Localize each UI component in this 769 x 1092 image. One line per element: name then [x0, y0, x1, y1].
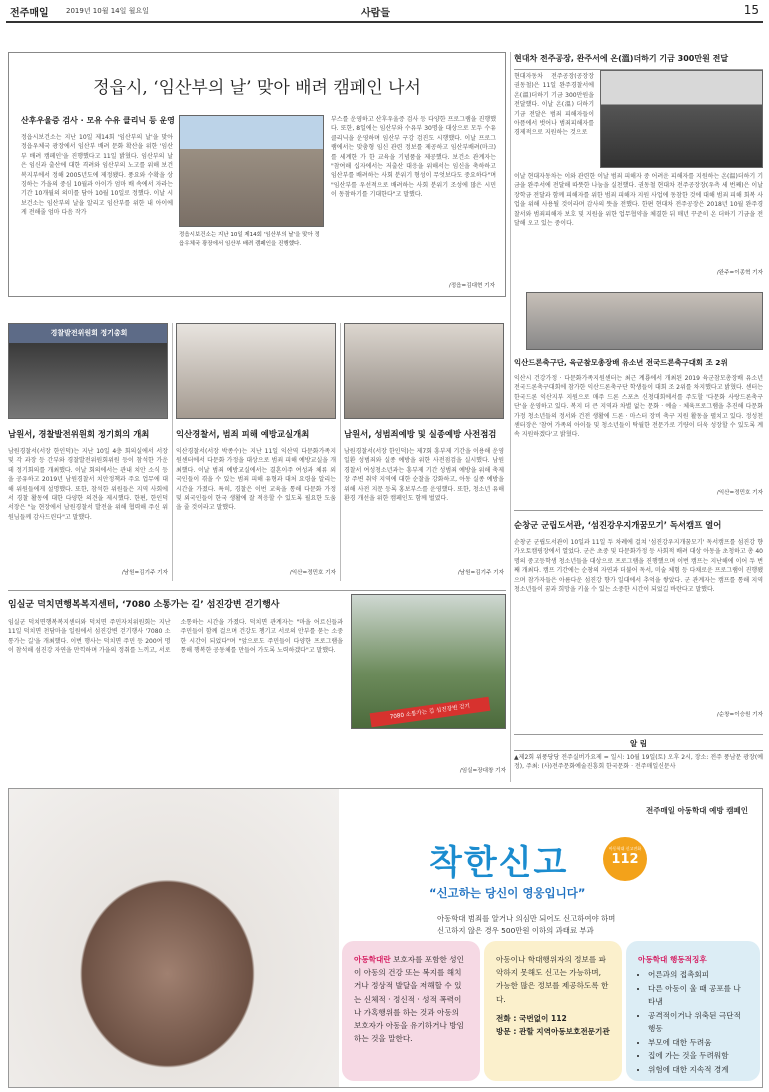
ad-card3-title: 아동학대 행동적징후 [638, 955, 707, 964]
ad-badge [603, 837, 647, 881]
lead-photo-caption: 정읍시보건소는 지난 10일 제14회 '임산부의 날'을 맞아 정읍우체국 광장에서 임산부 배려 캠페인을 진행했다. [179, 232, 320, 247]
col-a-byline: /남원=김기주 기자 [121, 570, 168, 576]
page-number: 15 [743, 3, 759, 17]
col-c-byline: /남원=김기주 기자 [457, 570, 504, 576]
lead-photo [179, 115, 324, 227]
right2-text: 익산시 건강가정 · 다문화가족지원센터는 최근 계룡에서 개최된 2019 육군참모총장배 유소년 전국드론축구대회에 참가한 익산드론축구단 학생들이 대회 조 2위를 차지했다고 밝혔다. 센터는 한국드론 익산지부 지원으로 매주 드론 스포츠 신청대회에서를 주도할 '다문화 사랑드론축구단'을 운영하고 있다. 복지 더 큰 지역과 차별 없는 문화 · 예술 · 체육프로그램을 추진해 다문화 가정 청소년들의 정서와 건전 생활에 드론 · 마스터 장비 축구 지원 활동을 펼치고 있다. 정성천 센터장은 '참여 가족의 아이들 및 청소년들이 탁월한 전문가로 기량이 더욱 성장할 수 있도록 계속 지원하겠다'고 밝혔다. [514, 375, 763, 439]
col-c-text: 남원경찰서(서장 한인덕)는 제7회 흥부제 기간을 이용해 운영 일환 성범죄와 실종 예방을 위한 사전점검을 실시했다. 남원경찰서 여성청소년과는 흥부제 기간 성범죄 예방을 위해 축제장 주변 취약 지역에 대한 순찰을 강화하고, 아동 실종 예방을 위해 사전 지문 등록 홍보부스를 운영했다. 또한, 청소년 유해환경 개선을 위한 캠페인도 함께 벌였다. [344, 448, 504, 503]
ad-card1-body: 보호자를 포함한 성인이 아동의 건강 또는 복지를 해치거나 정상적 발달을 저해할 수 있는 신체적 · 정신적 · 성적 폭력이나 가혹행위를 하는 것과 아동의 보호자가 아동을 유기하거나 방임하는 것을 말한다. [354, 955, 464, 1044]
notice-box [514, 734, 763, 778]
col-b-text: 익산경찰서(서장 박종수)는 지난 11일 익산역 다문화가족지원센터에서 다문화 가정을 대상으로 범죄 피해 예방교실을 개최했다. 이날 범죄 예방교실에서는 결혼이주 여성과 체류 외국인들이 겪을 수 있는 범죄 피해 유형과 대처 요령을 알리는 시간을 가졌다. 특히, 경찰은 이번 교육을 통해 다문화 가정 및 외국인들이 한국 생활에 잘 적응할 수 있도록 필요한 도움을 줄 것이라고 말했다. [176, 448, 336, 512]
right2-photo [526, 292, 763, 350]
wide-article [8, 590, 506, 780]
right2-title: 익산드론축구단, 육군참모총장배 유소년 전국드론축구대회 조 2위 [514, 358, 728, 367]
ad-card1-highlight: 아동학대란 [354, 955, 391, 964]
ad-card-signs [626, 941, 760, 1081]
list-item: • 집에 가는 것을 두려워함 [648, 1049, 748, 1063]
ad-card2-body: 아동이나 학대행위자의 정보를 파악하지 못해도 신고는 가능하며, 가능한 많은 정보를 제공하도록 한다. [496, 955, 609, 1004]
issue-date: 2019년 10월 14일 월요일 [66, 7, 149, 15]
col-a-banner: 경찰발전위원회 정기총회 [50, 329, 128, 337]
list-item: • 부모에 대한 두려움 [648, 1036, 748, 1050]
col-c-article [344, 323, 504, 581]
right1-byline: /완주=이종혁 기자 [716, 270, 763, 276]
section-title: 사람들 [361, 8, 390, 19]
right2-byline: /익산=정민호 기자 [716, 490, 763, 496]
wide-title: 임실군 덕치면행복복지센터, ‘7080 소통가는 길’ 섬진강변 걷기행사 [8, 600, 280, 610]
right1-title: 현대차 전주공장, 완주서에 온(溫)더하기 기금 300만원 전달 [514, 54, 729, 63]
lead-col2: 부스를 운영하고 산후우울증 검사 등 다양한 프로그램을 진행했다. 또한, 8일에는 임산부와 수유부 30명을 대상으로 모두 수유 클리닉을 운영하며 임산부 구강 검진도 시행했다. 이날 프로그램에서는 맞춤형 임신 관련 정보를 제공하고 임산부배려(마크)를 세계한 가 한 교육을 기념품을 제공했다. 보건소 관계자는 "참여해 십자에서는 저출산 대응을 위해서는 임신을 축하하고 임산부를 배려하는 사회 분위기 형성이 무엇보다도 중요하다"며 "임산부를 우선적으로 배려하는 사회 분위기 조성에 많은 시민이 동참하기를 기대한다"고 말했다. [331, 116, 496, 199]
lead-col1: 정읍시보건소는 지난 10일 제14회 '임산부의 날'을 맞아 정읍우체국 광장에서 임산부 배려 문화 확산을 위한 '임산부 배려 캠페인'을 진행했다고 11일 밝혔다. 임산부의 날은 임신과 출산에 대한 격려와 임산부의 노고를 위해 보건복지부에서 정해 2005년도에 제정됐다. 풍요와 수확을 상징하는 가을의 중심 10월과 아이가 엄마 배 속에서 자라는 기간 10개월의 의미를 담아 10월 10일로 정했다. 이날 시보건소는 임산부의 날을 알리고 임산부를 위한 내 아이에게 전해줄 엄마 다음 작가 [21, 134, 173, 217]
ad-badge-small: 아동학대 신고전화 [608, 846, 642, 851]
ad-desc-2: 신고하지 않은 경우 500만원 이하의 과태료 부과 [437, 926, 594, 935]
list-item: • 어른과의 접촉회피 [648, 968, 748, 982]
notice-title: 알 림 [629, 739, 648, 748]
ad-badge-number: 112 [611, 852, 639, 867]
wide-byline: /임실=장대창 기자 [459, 768, 506, 774]
right3-byline: /순창=이승원 기자 [716, 712, 763, 718]
right2-article [514, 292, 763, 497]
ad-desc-1: 아동학대 범죄를 알거나 의심만 되어도 신고하여야 하며 [437, 914, 616, 923]
wide-text: 임실군 덕치면행복복지센터와 덕치면 주민자치위원회는 지난 11일 덕치면 천담마을 일원에서 섬진강변 걷기행사 '7080 소통가는 길'을 개최했다. 이번 행사는 덕치면 주민 등 200여 명이 참석해 섬진강 자연을 만끽하며 가을의 정취를 느끼고, 서로 소통하는 시간을 가졌다. 덕치면 관계자는 "마을 어르신들과 주민들이 함께 걸으며 건강도 챙기고 서로의 안부를 묻는 소중한 시간이 되었다"며 "앞으로도 주민들이 다양한 프로그램을 통해 행복한 공동체를 만들어 가도록 노력하겠다"고 말했다. [8, 619, 343, 655]
notice-text: ▲제2회 위풍당당 전주실버가요제 = 일시: 10월 19일(토) 오후 2시, 장소: 전주 풍남문 광장(예정), 주최: (사)전주문화예술진흥회 한국문화 · 전주매일신문사 [514, 754, 763, 771]
col-b-article [176, 323, 336, 581]
right1-photo [600, 70, 763, 168]
wide-photo [351, 594, 506, 729]
ad-photo [9, 789, 339, 1087]
list-item: • 위험에 대한 지속적 경계 [648, 1063, 748, 1077]
col-a-title: 남원서, 경찰발전위원회 정기회의 개최 [8, 429, 150, 439]
ad-slogan: “신고하는 당신이 영웅입니다” [429, 886, 586, 900]
right3-text: 순창군 군립도서관이 10일과 11일 두 차례에 걸쳐 '섬진강우지개꿈모기' 독서캠프를 섬진강 향가오토캠핑장에서 열었다. 군은 초중 및 다문화가정 등 사회적 배려 대상 아동을 초청하고 총 40명의 중고등학생 청소년들을 대상으로 프로그램을 진행했으며 이번 캠프는 지난해에 이어 두 번째 개최다. 캠프 기간에는 순창의 자연과 더불어 독서, 미술 체험 등 다채로운 프로그램이 진행됐으며 참가자들은 아름다운 섬진강 향가 일대에서 추억을 쌓았다. 군 관계자는 캠프를 통해 지역 청소년들이 꿈과 희망을 키울 수 있는 소중한 시간이 되었길 바란다고 말했다. [514, 539, 763, 594]
right1-article [514, 52, 763, 284]
col-b-title: 익산경찰서, 범죄 피해 예방교실개최 [176, 429, 310, 439]
col-c-photo [344, 323, 504, 419]
right3-title: 순창군 군립도서관, ‘섬진강우지개꿈모기’ 독서캠프 열어 [514, 520, 722, 530]
col-b-photo [176, 323, 336, 419]
col-c-title: 남원서, 성범죄예방 및 실종예방 사전점검 [344, 429, 497, 439]
ad-title: 착한신고 [429, 843, 569, 883]
col-a-photo [8, 323, 168, 419]
ad-section [8, 788, 763, 1088]
lead-subhead: 산후우울증 검사 · 모유 수유 클리닉 등 운영 [21, 116, 175, 125]
wide-photo-banner: 7080 소통가는 길 섬진강변 걷기 [370, 697, 491, 728]
col-a-article [8, 323, 168, 581]
lead-headline: 정읍시, ‘임산부의 날’ 맞아 배려 캠페인 나서 [93, 78, 421, 98]
list-item: • 공격적이거나 위축된 극단적 행동 [648, 1009, 748, 1036]
right3-article [514, 510, 763, 730]
ad-card-definition [342, 941, 480, 1081]
right1-text: 이날 현대자동차는 이와 관련한 이날 범죄 피해자 중 어려운 피해자를 지원하는 온(溫)더하기 기금을 완주서에 전달해 따뜻한 나눔을 실천했다. 권동철 현대차 전주공장장(우측 세 번째)은 이날 장학금 전달과 함께 피해자를 위한 범죄 피해자 지원 사업에 동참한 것에 대해 범죄 피해 회복 사업을 위해 사용될 것이라며 감사의 뜻을 전했다. 한편 현대차 전주공장은 2018년 10월 완주경찰서와 범죄피해자 보호 및 지원을 위한 업무협약을 체결한 뒤 매년 꾸준히 온 더하기 기금을 전달해 오고 있는 중이다. [514, 173, 763, 228]
right1-wrap: 현대자동차 전주공장(공장장 권동철)은 11일 완주경찰서에 온(溫)더하기 기금 300만원을 전달했다. 이날 온(溫) 더하기 기금 전달은 범죄 피해자들이 아픔에서 벗어나 범죄피해자를 경제적으로 지원하는 것으로 [514, 73, 594, 137]
paper-name: 전주매일 [10, 8, 49, 19]
col-b-byline: /익산=정민호 기자 [289, 570, 336, 576]
ad-card-report [484, 941, 622, 1081]
lead-article [8, 52, 506, 297]
list-item: • 다른 아동이 울 때 공포를 나타냄 [648, 982, 748, 1009]
ad-org: 전주매일 아동학대 예방 캠페인 [645, 806, 748, 815]
ad-card3-list [638, 968, 748, 1076]
ad-card2-phone: 전화 : 국번없이 112 [496, 1013, 567, 1023]
header-rule [6, 21, 763, 23]
lead-byline: /정읍=김대현 기자 [448, 283, 495, 289]
col-a-text: 남원경찰서(서장 한인덕)는 지난 10일 4층 회의실에서 서장 및 각 과장 등 간부와 경찰발전위원회위원 등이 참석한 가운데 정기회의를 개최했다. 이날 회의에서는 관내 치안 소식 등을 공유하고 2019년 남원경찰서 치안정책과 주요 업무에 대해 위원들에게 설명했다. 또한, 참석한 위원들은 지역 사회에서 경찰 활동에 대한 다양한 의견을 제시했다. 한편, 한인덕 서장은 "늘 현장에서 남원경찰서 발전을 위해 협력해 주신 위원님들께 감사드린다"고 말했다. [8, 448, 168, 521]
ad-card2-visit: 방문 : 관할 지역아동보호전문기관 [496, 1027, 610, 1037]
